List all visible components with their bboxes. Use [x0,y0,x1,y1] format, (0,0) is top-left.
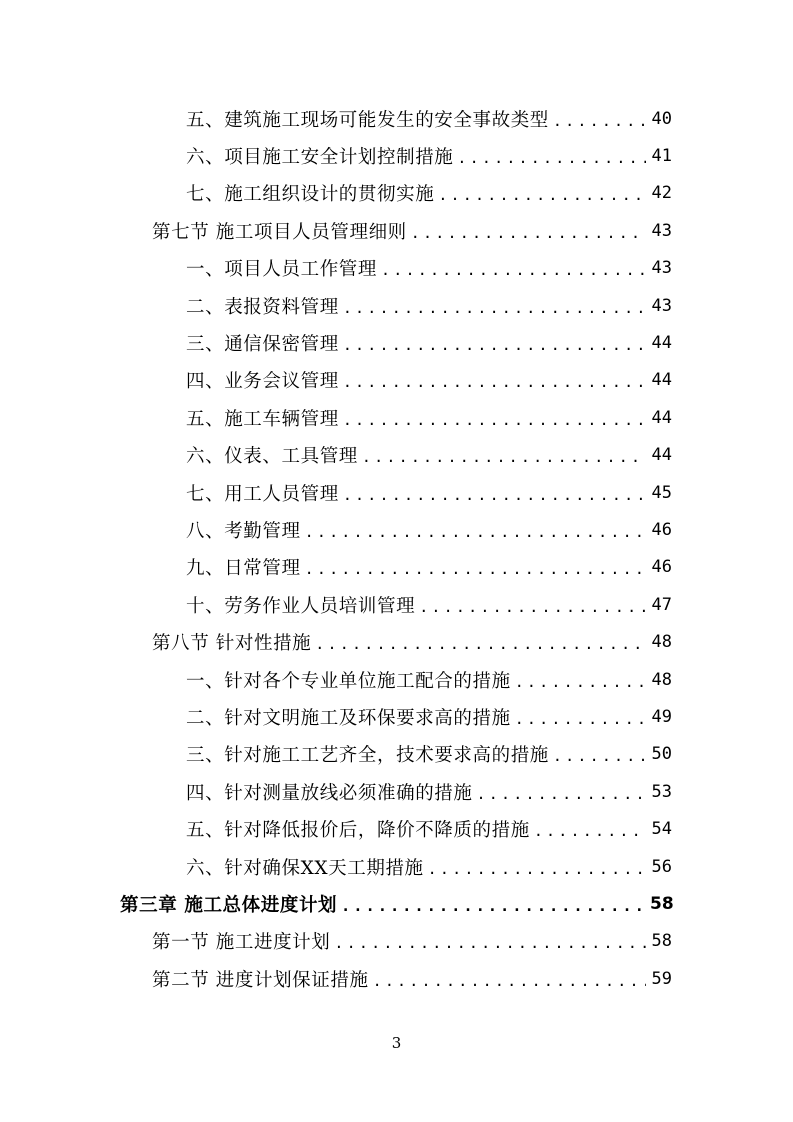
toc-entry-title: 九、日常管理 [186,558,301,580]
toc-entry-title: 五、针对降低报价后，降价不降质的措施 [186,820,530,842]
toc-leader-dots [515,710,646,728]
toc-leader-dots [381,261,646,279]
toc-entry-page: 49 [651,706,672,727]
toc-entry-page: 59 [651,968,672,989]
toc-entry-title: 第八节 针对性措施 [152,633,312,655]
toc-entry-title: 六、仪表、工具管理 [186,446,358,468]
toc-entry[interactable] [0,324,793,361]
toc-entry[interactable] [0,511,793,548]
toc-entry-title: 二、针对文明施工及环保要求高的措施 [186,707,511,729]
toc-entry-page: 48 [651,669,672,690]
toc-entry[interactable] [0,437,793,474]
toc-entry-title: 八、考勤管理 [186,520,301,542]
toc-leader-dots [343,299,646,317]
toc-leader-dots [343,486,646,504]
toc-leader-dots [411,224,646,242]
toc-entry[interactable] [0,362,793,399]
toc-entry[interactable] [0,885,793,922]
toc-entry-title: 十、劳务作业人员培训管理 [186,595,416,617]
toc-entry-page: 43 [651,295,672,316]
toc-leader-dots [315,635,646,653]
toc-entry-page: 42 [651,183,672,204]
toc-entry-title: 第一节 施工进度计划 [152,932,331,954]
toc-entry-page: 45 [651,482,672,503]
toc-leader-dots [343,373,646,391]
page-number: 3 [391,1034,402,1052]
toc-entry[interactable] [0,212,793,249]
toc-entry[interactable] [0,137,793,174]
toc-entry[interactable] [0,736,793,773]
toc-entry-title: 六、项目施工安全计划控制措施 [186,147,454,169]
toc-entry-title: 五、施工车辆管理 [186,408,339,430]
toc-entry-page: 53 [651,781,672,802]
toc-leader-dots [477,785,646,803]
toc-entry[interactable] [0,923,793,960]
toc-leader-dots [457,149,646,167]
toc-entry-title: 六、针对确保XX天工期措施 [186,857,424,879]
toc-entry-title: 四、针对测量放线必须准确的措施 [186,782,473,804]
toc-entry[interactable] [0,698,793,735]
toc-leader-dots [534,822,646,840]
toc-entry[interactable] [0,549,793,586]
toc-entry-title: 一、针对各个专业单位施工配合的措施 [186,670,511,692]
toc-entry-title: 三、通信保密管理 [186,334,339,356]
toc-entry[interactable] [0,586,793,623]
toc-entry-page: 47 [651,594,672,615]
toc-entry[interactable] [0,250,793,287]
toc-entry-page: 50 [651,744,672,765]
toc-entry-title: 七、施工组织设计的贯彻实施 [186,184,435,206]
toc-entry-title: 第三章 施工总体进度计划 [120,894,338,916]
toc-entry-page: 58 [650,893,674,914]
toc-entry-title: 第七节 施工项目人员管理细则 [152,221,407,243]
toc-entry-page: 44 [651,370,672,391]
toc-entry-page: 44 [651,333,672,354]
toc-entry-page: 46 [651,557,672,578]
table-of-contents [0,100,793,997]
toc-entry-title: 五、建筑施工现场可能发生的安全事故类型 [186,109,549,131]
toc-entry[interactable] [0,848,793,885]
toc-entry[interactable] [0,474,793,511]
toc-leader-dots [305,523,646,541]
toc-leader-dots [515,673,646,691]
toc-leader-dots [343,336,646,354]
toc-entry-page: 46 [651,519,672,540]
toc-entry[interactable] [0,623,793,660]
toc-entry-page: 40 [651,108,672,129]
toc-entry[interactable] [0,960,793,997]
toc-entry-page: 43 [651,220,672,241]
toc-entry-page: 54 [651,819,672,840]
toc-entry-title: 二、表报资料管理 [186,296,339,318]
toc-entry-title: 七、用工人员管理 [186,483,339,505]
toc-entry-page: 44 [651,445,672,466]
toc-entry-title: 第二节 进度计划保证措施 [152,969,369,991]
toc-entry[interactable] [0,175,793,212]
toc-leader-dots [343,411,646,429]
toc-leader-dots [341,897,646,915]
toc-entry[interactable] [0,810,793,847]
toc-entry[interactable] [0,773,793,810]
toc-entry-page: 48 [651,632,672,653]
toc-leader-dots [334,934,646,952]
toc-entry-title: 四、业务会议管理 [186,371,339,393]
toc-entry-page: 58 [651,931,672,952]
toc-entry-page: 41 [651,146,672,167]
toc-leader-dots [305,560,646,578]
toc-entry-page: 44 [651,407,672,428]
toc-entry-page: 56 [651,856,672,877]
toc-leader-dots [428,860,646,878]
toc-leader-dots [362,448,646,466]
toc-entry-title: 一、项目人员工作管理 [186,259,378,281]
toc-entry[interactable] [0,287,793,324]
toc-leader-dots [553,747,646,765]
toc-entry[interactable] [0,100,793,137]
toc-leader-dots [438,186,646,204]
toc-leader-dots [373,972,646,990]
toc-entry-page: 43 [651,258,672,279]
toc-leader-dots [419,598,646,616]
toc-entry-title: 三、针对施工工艺齐全，技术要求高的措施 [186,745,549,767]
toc-leader-dots [553,112,646,130]
toc-entry[interactable] [0,661,793,698]
toc-entry[interactable] [0,399,793,436]
